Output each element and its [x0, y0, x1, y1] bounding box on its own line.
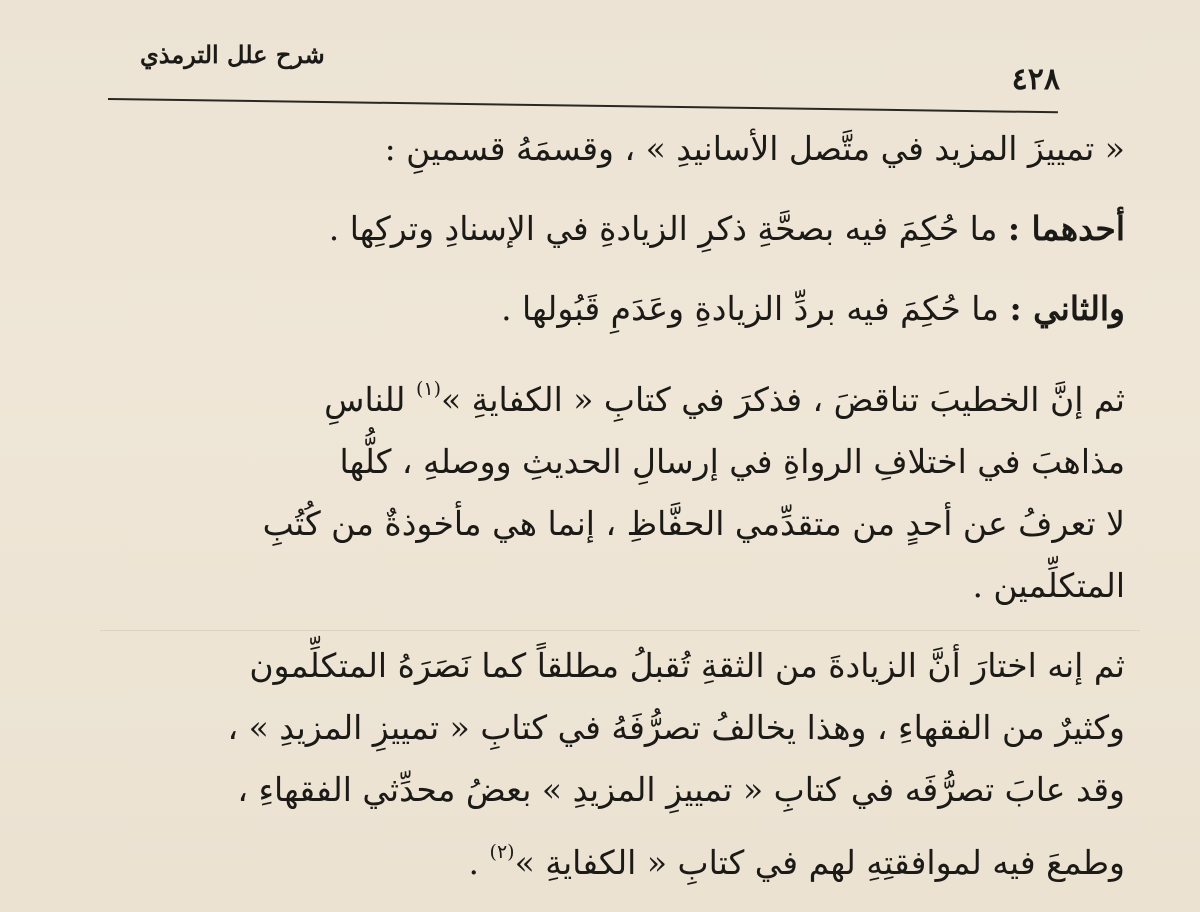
text-line: ثم إنه اختارَ أنَّ الزيادةَ من الثقةِ تُقبلُ مطلقاً كما نَصَرَهُ المتكلِّمون	[249, 646, 1125, 685]
text-line: وقد عابَ تصرُّفَه في كتابِ « تمييزِ المزيدِ » بعضُ محدِّثي الفقهاءِ ،	[237, 770, 1125, 809]
lead-second: والثاني :	[1009, 289, 1125, 328]
text-line-rest: ما حُكِمَ فيه بردِّ الزيادةِ وعَدَمِ قَبُولها .	[501, 289, 999, 328]
footnote-ref: (١)	[415, 378, 441, 400]
text-line: لا تعرفُ عن أحدٍ من متقدِّمي الحفَّاظِ ، إنما هي مأخوذةٌ من كُتُبِ	[262, 504, 1125, 543]
text-line	[80, 198, 1125, 260]
text-line-rest: ما حُكِمَ فيه بصحَّةِ ذكرِ الزيادةِ في الإسنادِ وتركِها .	[328, 209, 998, 248]
text-line: « تمييزَ المزيد في متَّصل الأسانيدِ » ، وقسمَهُ قسمينِ :	[384, 129, 1125, 168]
text-line-part: وطمعَ فيه لموافقتِهِ لهم في كتابِ « الكفايةِ »	[514, 843, 1125, 882]
page-number: ٤٢٨	[1011, 62, 1060, 97]
text-line: مذاهبَ في اختلافِ الرواةِ في إرسالِ الحديثِ ووصلهِ ، كلُّها	[339, 442, 1125, 481]
footnote-ref: (٢)	[489, 841, 515, 863]
text-line: المتكلِّمين .	[972, 566, 1125, 605]
text-line	[80, 278, 1125, 340]
text-line: وكثيرٌ من الفقهاءِ ، وهذا يخالفُ تصرُّفَهُ في كتابِ « تمييزِ المزيدِ » ،	[227, 708, 1125, 747]
text-line-part: ثم إنَّ الخطيبَ تناقضَ ، فذكرَ في كتابِ « الكفايةِ »	[441, 380, 1125, 419]
body-text	[80, 118, 1125, 894]
text-line	[80, 821, 1125, 894]
lead-first: أحدهما :	[1007, 209, 1125, 248]
header-rule	[108, 98, 1058, 113]
text-line	[80, 358, 1125, 431]
running-title: شرح علل الترمذي	[140, 40, 325, 69]
text-line-part: للناسِ	[324, 380, 406, 419]
text-line-part: .	[468, 843, 490, 882]
